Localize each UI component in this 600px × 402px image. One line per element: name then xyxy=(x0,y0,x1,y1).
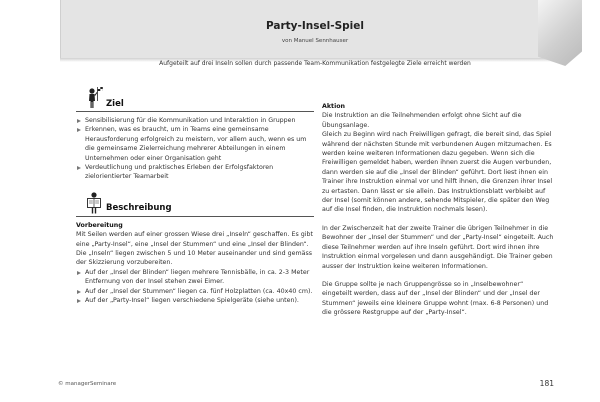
beschreibung-heading: Beschreibung xyxy=(106,203,172,214)
page-curl-decoration xyxy=(538,0,582,66)
list-item: Sensibilisierung für die Kommunikation und Interaktion in Gruppen xyxy=(76,116,314,125)
page-title: Party-Insel-Spiel xyxy=(265,20,364,32)
ziel-heading: Ziel xyxy=(106,98,124,109)
beschreibung-section-header xyxy=(76,191,314,217)
page-number: 181 xyxy=(539,379,554,388)
subtitle: Aufgeteilt auf drei Inseln sollen durch passende Team-Kommunikation festgelegte Ziele erreicht werden xyxy=(159,60,471,67)
left-column xyxy=(76,86,314,306)
aktion-paragraph: In der Zwischenzeit hat der zweite Trainer die übrigen Teilnehmer in die Bewohner der „Insel der Stummen“ und der „Party-Insel“ eingeteilt. Auch diese Teilnehmer werden auf ihre Inseln geführt. Dort wird ihnen ihre Instruktion einmal vorgelesen und dann ausgehändigt. Die Trainer geben ausser der Instruktion keine weiteren Informationen. xyxy=(322,224,554,270)
copyright-footer: © managerSeminare xyxy=(58,381,117,387)
author-line: von Manuel Sennhauser xyxy=(281,38,349,44)
list-item: Auf der „Insel der Stummen“ liegen ca. fünf Holzplatten (ca. 40x40 cm). xyxy=(76,287,314,296)
right-column xyxy=(322,100,554,318)
list-item: Verdeutlichung und praktisches Erleben der Erfolgsfaktoren zielorientierter Teamarbeit xyxy=(76,163,314,182)
aktion-paragraph: Die Gruppe sollte je nach Gruppengrösse so in „Inselbewohner“ eingeteilt werden, dass auf der „Insel der Blinden“ und der „Insel der Stummen“ jeweils eine kleinere Gruppe wohnt (max. 6-8 Personen) und die grössere Restgruppe auf der „Party-Insel“. xyxy=(322,280,549,317)
flag-figure-icon xyxy=(84,86,104,110)
ziel-bullet-list xyxy=(76,116,314,182)
aktion-paragraph: Die Instruktion an die Teilnehmenden erfolgt ohne Sicht auf die Übungsanlage. xyxy=(322,112,522,129)
list-item: Auf der „Insel der Blinden“ liegen mehrere Tennisbälle, in ca. 2-3 Meter Entfernung von der Insel stehen zwei Eimer. xyxy=(76,268,314,287)
aktion-paragraph: Gleich zu Beginn wird nach Freiwilligen gefragt, die bereit sind, das Spiel während der nächsten Stunde mit verbundenen Augen mitzumachen. Es werden keine weiteren Informationen dazu gegeben. Wenn sich die Freiwilligen gemeldet haben, werden ihnen zuerst die Augen verbunden, dann werden sie auf die „Insel der Blinden“ geführt. Dort liest ihnen ein Trainer ihre Instruktion einmal vor und hilft ihnen, die Grenzen ihrer Insel zu ertasten. Dann lässt er sie allein. Das Instruktionsblatt verbleibt auf der Insel (somit können andere, sehende Mitspieler, die später den Weg auf die Insel finden, die Instruktion nochmals lesen). xyxy=(322,131,553,214)
list-item: Auf der „Party-Insel“ liegen verschiedene Spielgeräte (siehe unten). xyxy=(76,296,314,305)
ziel-section-header xyxy=(76,86,314,112)
vorbereitung-text: Mit Seilen werden auf einer grossen Wiese drei „Inseln“ geschaffen. Es gibt eine „Party-Insel“, eine „Insel der Stummen“ und eine „Insel der Blinden“. Die „Inseln“ liegen zwischen 5 und 10 Meter auseinander und sind gemäss der Skizzierung vorzubereiten. xyxy=(76,231,314,267)
vorbereitung-heading: Vorbereitung xyxy=(76,221,123,229)
reading-figure-icon xyxy=(84,191,104,215)
aktion-heading: Aktion xyxy=(322,103,346,110)
vorbereitung-bullet-list xyxy=(76,268,314,306)
list-item: Erkennen, was es braucht, um in Teams eine gemeinsame Herausforderung erfolgreich zu meistern, vor allem auch, wenn es um die gemeinsame Zielerreichung mehrerer Abteilungen in einem Unternehmen oder einer Organisation geht xyxy=(76,125,314,163)
